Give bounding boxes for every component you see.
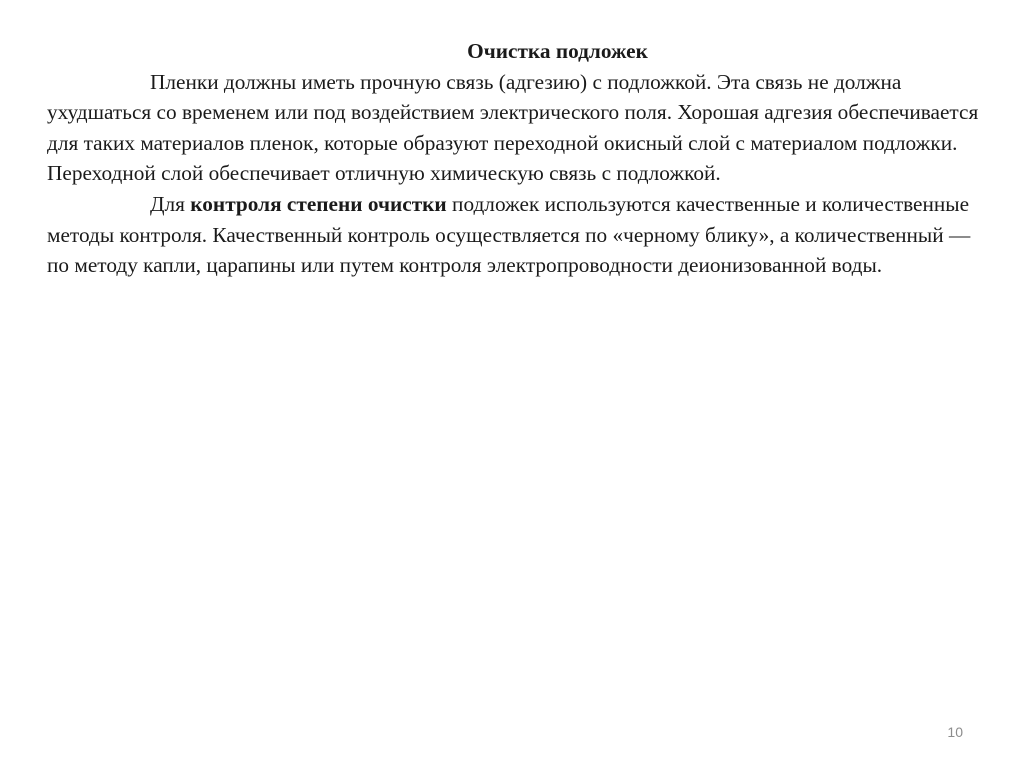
paragraph-rest: подложек используются качественные и количественные методы контроля. Качественный контроль осуществляется по «черному блику», а количественный — по методу капли, царапины или путем контроля электропроводности деионизованной воды. [47,191,971,278]
paragraph-adhesion: Пленки должны иметь прочную связь (адгезию) с подложкой. Эта связь не должна ухудшаться со временем или под воздействием электрического поля. Хорошая адгезия обеспечивается для таких материалов пленок, которые образуют переходной окисный слой с материалом подложки. Переходной слой обеспечивает отличную химическую связь с подложкой. [47,69,979,186]
slide-title: Очистка подложек [467,39,648,63]
paragraph-cleaning-control [47,189,982,281]
paragraph-bold-term: контроля степени очистки [190,191,447,216]
paragraph-lead: Для [150,191,191,216]
slide-number: 10 [947,724,963,740]
slide-body [47,36,982,281]
